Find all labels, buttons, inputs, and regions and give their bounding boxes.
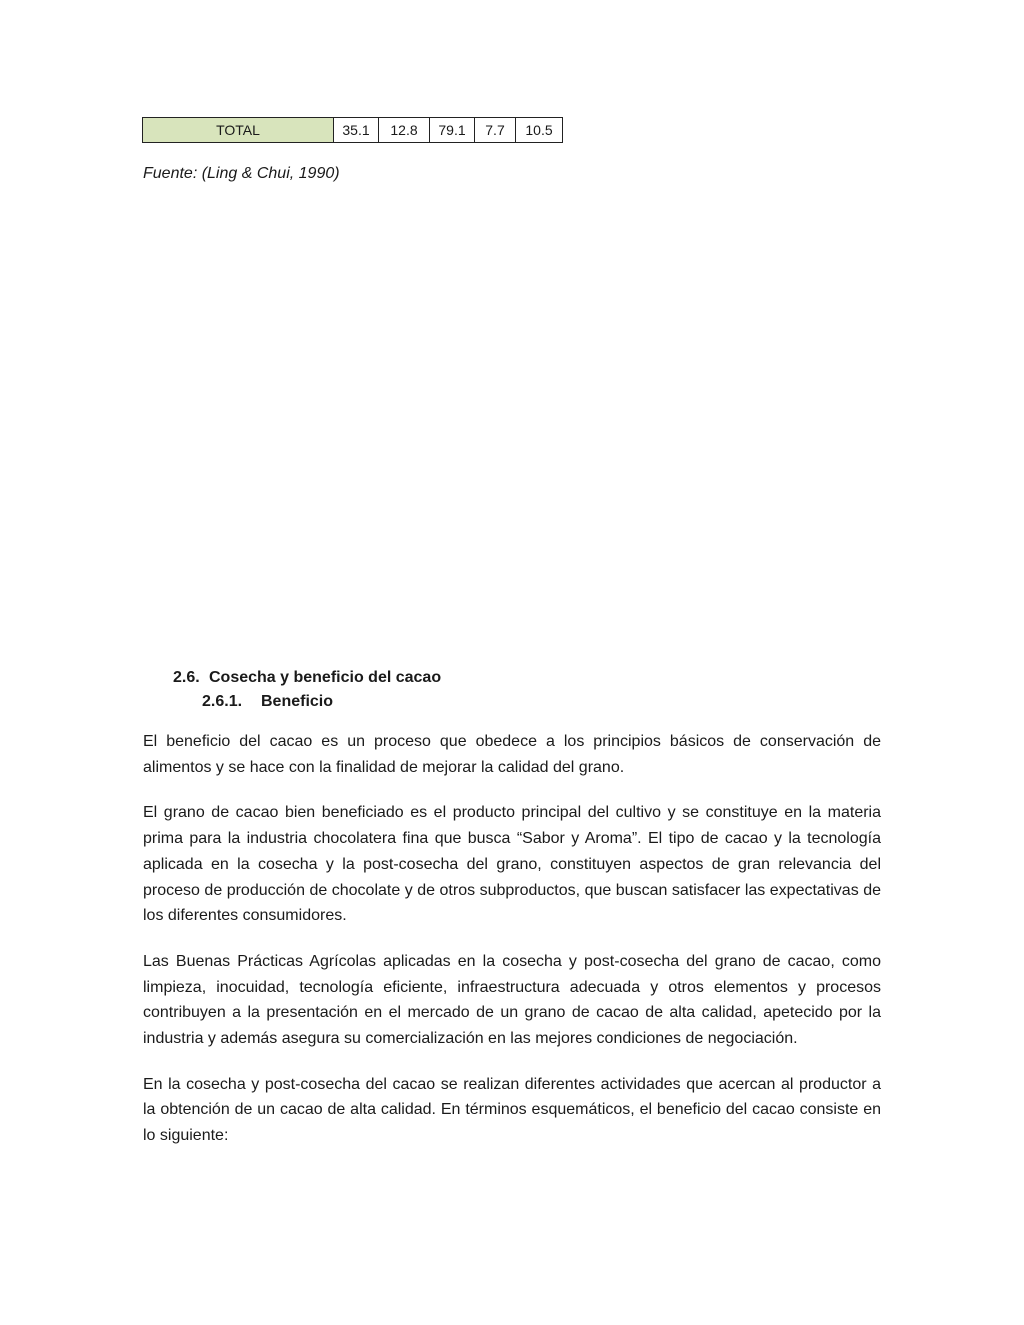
body-text <box>143 729 881 1169</box>
total-value-cell: 10.5 <box>516 118 563 143</box>
total-value-cell: 12.8 <box>379 118 430 143</box>
paragraph: Las Buenas Prácticas Agrícolas aplicadas en la cosecha y post-cosecha del grano de cacao, como limpieza, inocuidad, tecnología eficiente, infraestructura adecuada y otros elementos y procesos contribuyen a la presentación en el mercado de un grano de cacao de alta calidad, apetecido por la industria y además asegura su comercialización en las mejores condiciones de negociación. <box>143 952 881 1048</box>
paragraph: En la cosecha y post-cosecha del cacao se realizan diferentes actividades que acercan al productor a la obtención de un cacao de alta calidad. En términos esquemáticos, el beneficio del cacao consiste en lo siguiente: <box>143 1075 881 1145</box>
total-label-cell: TOTAL <box>143 118 334 143</box>
total-value-cell: 35.1 <box>334 118 379 143</box>
subsection-title: Beneficio <box>261 693 334 710</box>
section-heading <box>173 669 441 687</box>
table-row <box>143 118 563 143</box>
section-number: 2.6. <box>173 669 200 686</box>
section-title: Cosecha y beneficio del cacao <box>209 669 442 686</box>
table-source-caption: Fuente: (Ling & Chui, 1990) <box>143 165 340 182</box>
paragraph: El beneficio del cacao es un proceso que obedece a los principios básicos de conservación de alimentos y se hace con la finalidad de mejorar la calidad del grano. <box>143 733 881 776</box>
paragraph: El grano de cacao bien beneficiado es el producto principal del cultivo y se constituye en la materia prima para la industria chocolatera fina que busca “Sabor y Aroma”. El tipo de cacao y la tecnología aplicada en la cosecha y la post-cosecha del grano, constituyen aspectos de gran relevancia del proceso de producción de chocolate y de otros subproductos, que buscan satisfacer las expectativas de los diferentes consumidores. <box>143 804 881 925</box>
total-value-cell: 79.1 <box>430 118 475 143</box>
total-value-cell: 7.7 <box>475 118 516 143</box>
subsection-heading <box>202 693 333 711</box>
total-table <box>142 117 563 143</box>
subsection-number: 2.6.1. <box>202 693 243 710</box>
